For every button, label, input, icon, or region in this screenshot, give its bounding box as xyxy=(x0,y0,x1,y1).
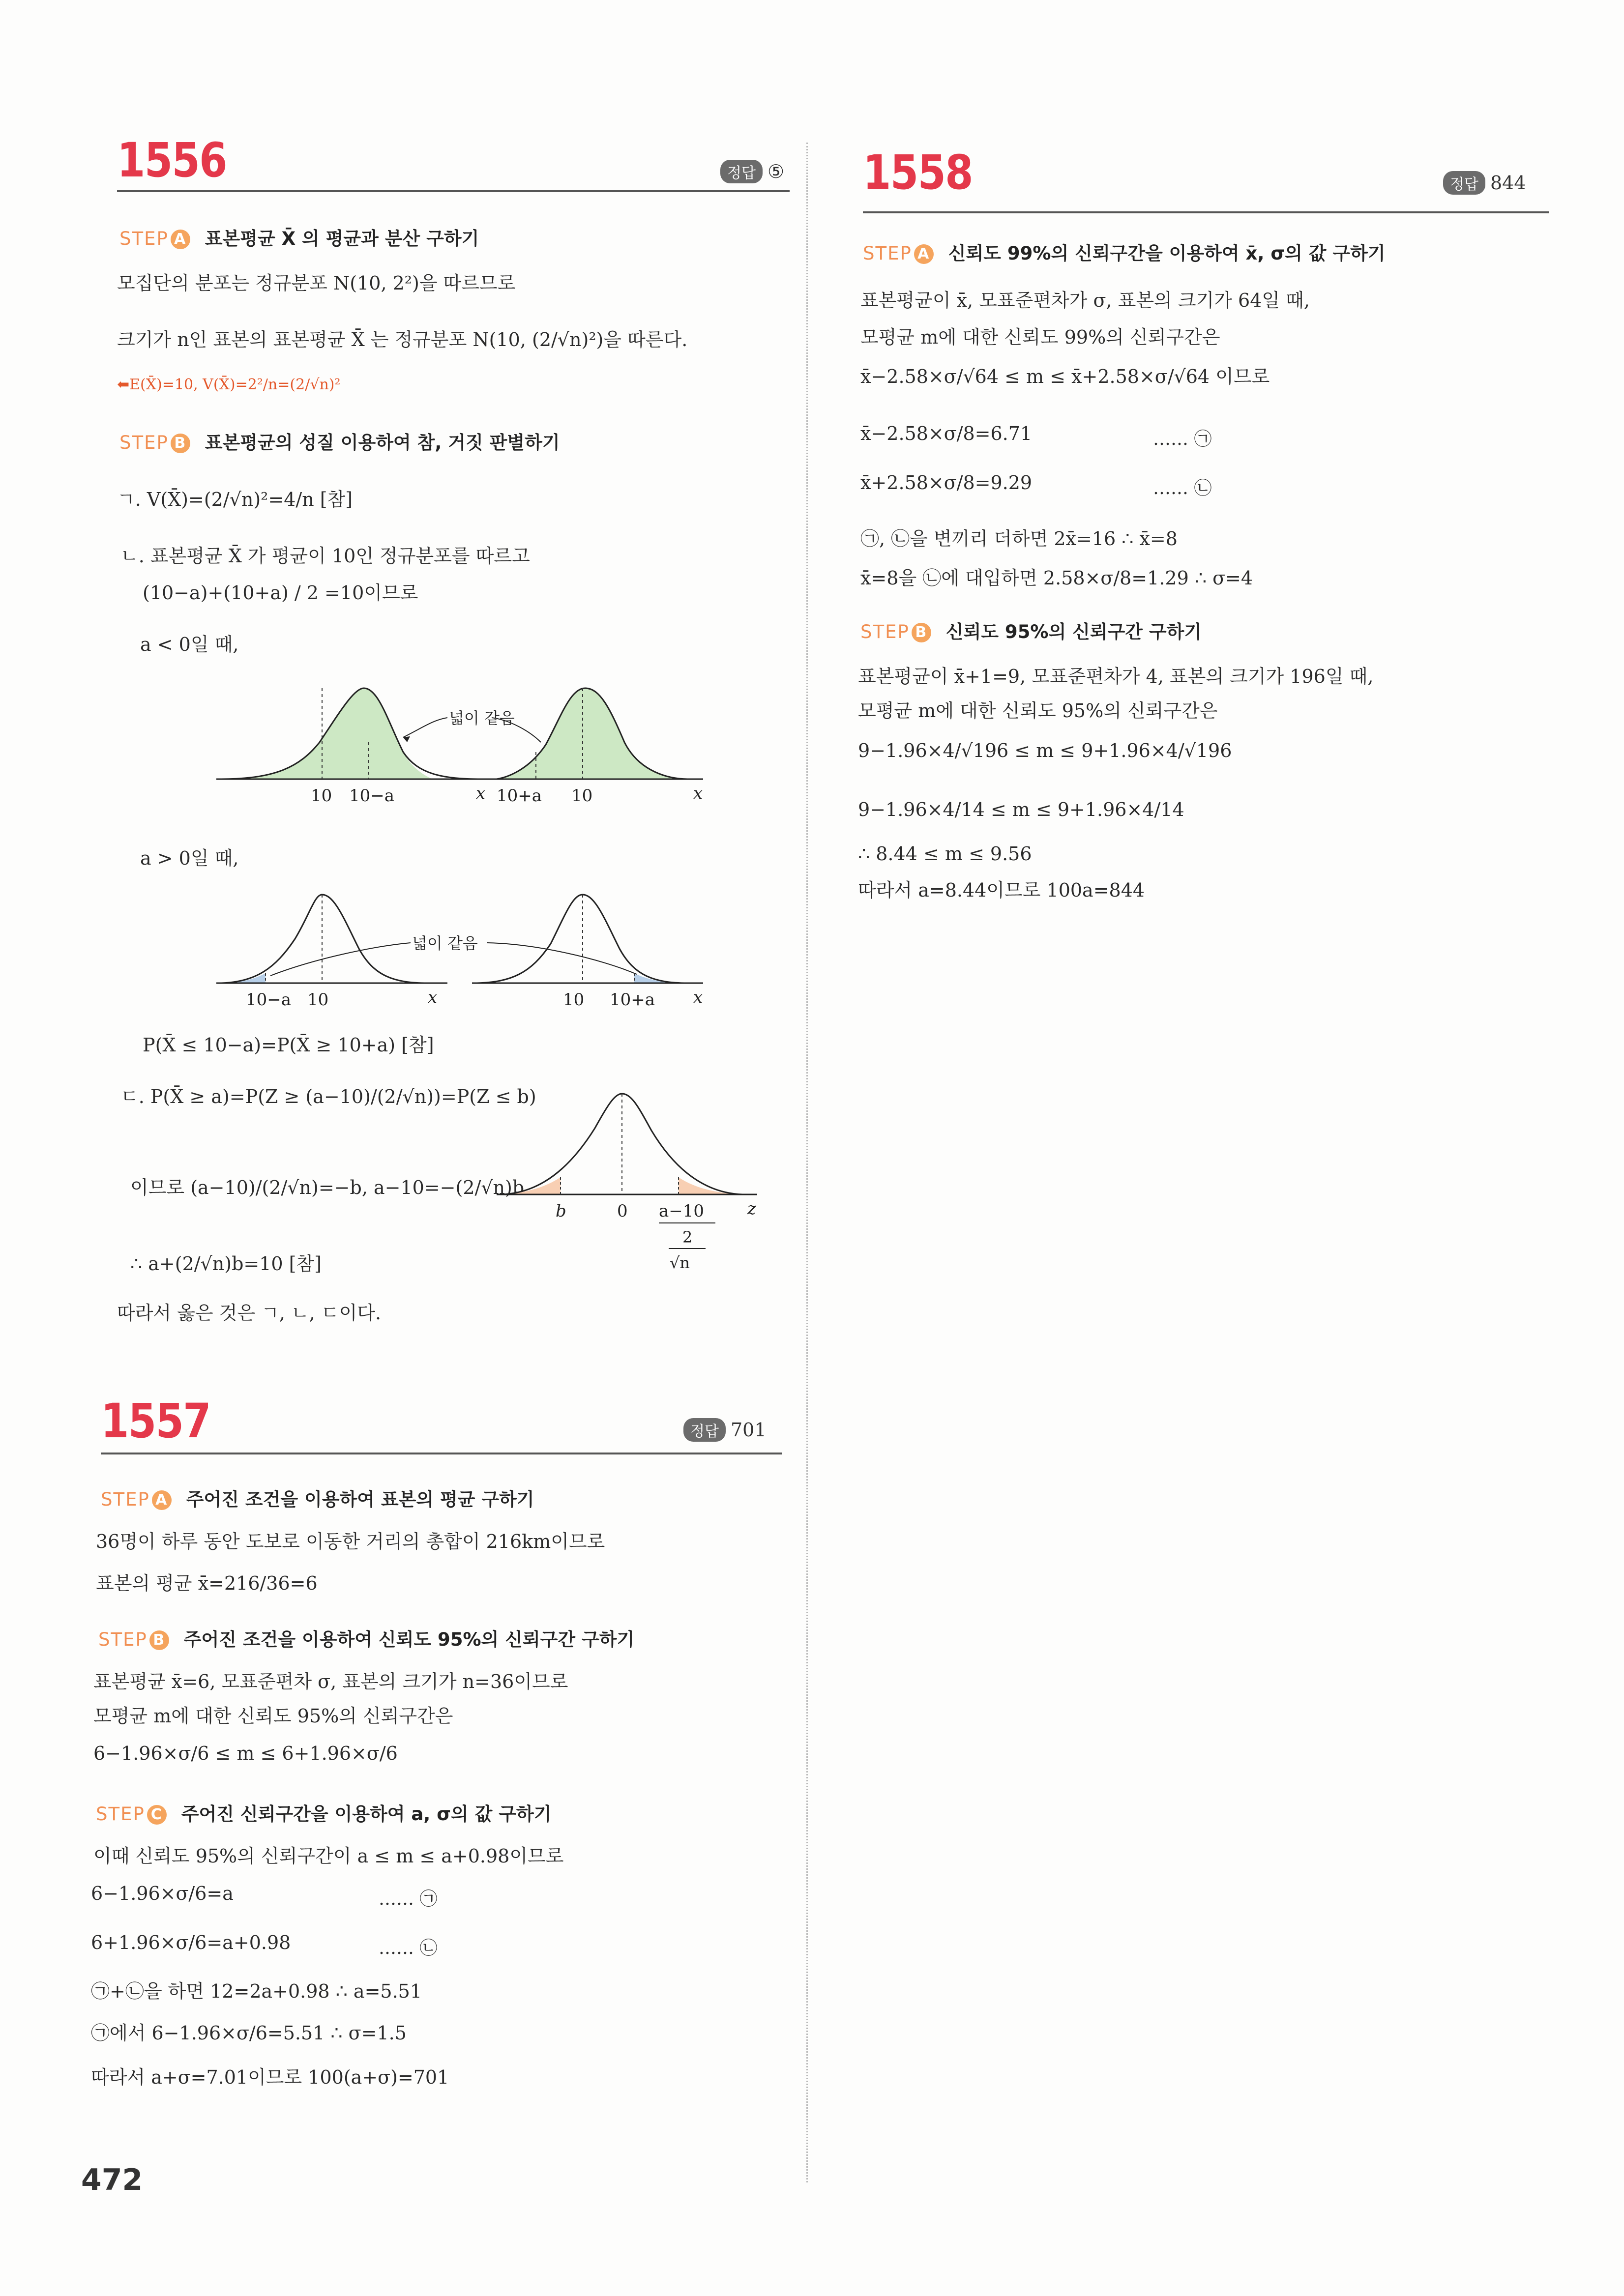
text-line: 모평균 m에 대한 신뢰도 99%의 신뢰구간은 xyxy=(860,326,1220,348)
standard-normal-figure xyxy=(497,1084,782,1290)
text-line: ㄷ. P(X̄ ≥ a)=P(Z ≥ (a−10)/(2/√n))=P(Z ≤ b) xyxy=(120,1086,536,1107)
same-area-label: 넓이 같음 xyxy=(412,934,478,953)
text-line: P(X̄ ≤ 10−a)=P(X̄ ≥ 10+a) [참] xyxy=(143,1034,434,1056)
text-line: x̄+2.58×σ/8=9.29 xyxy=(860,472,1033,494)
equation-marker: …… ㉡ xyxy=(379,1938,438,1958)
equation-marker: …… ㉡ xyxy=(1153,478,1212,498)
tick-label: b xyxy=(556,1201,566,1221)
problem-number-1557: 1557 xyxy=(101,1394,210,1449)
normal-curve-figure-1 xyxy=(216,678,708,816)
text-line: ∴ a+(2/√n)b=10 [참] xyxy=(130,1253,322,1275)
tick-label: 10 xyxy=(311,786,332,806)
step-b-heading xyxy=(98,1625,634,1651)
step-tag: STEP B xyxy=(860,621,931,642)
step-a-heading xyxy=(101,1484,534,1511)
normal-curve-figure-2 xyxy=(216,885,708,1017)
tick-label: √n xyxy=(670,1253,690,1272)
step-c-heading xyxy=(96,1799,552,1826)
answer-value: 844 xyxy=(1490,172,1526,194)
step-tag: STEP A xyxy=(863,243,934,264)
text-line: 모집단의 분포는 정규분포 N(10, 2²)을 따르므로 xyxy=(117,272,516,294)
divider-rule xyxy=(863,211,1549,213)
text-line: x̄=8을 ㉡에 대입하면 2.58×σ/8=1.29 ∴ σ=4 xyxy=(860,567,1253,589)
text-line: ∴ 8.44 ≤ m ≤ 9.56 xyxy=(858,843,1032,865)
answer-badge: 정답 xyxy=(1443,171,1485,195)
text-line: a > 0일 때, xyxy=(140,847,239,869)
text-line: 표본평균이 x̄, 모표준편차가 σ, 표본의 크기가 64일 때, xyxy=(860,290,1310,311)
text-line: ㉠에서 6−1.96×σ/6=5.51 ∴ σ=1.5 xyxy=(91,2022,407,2044)
step-title: 주어진 조건을 이용하여 표본의 평균 구하기 xyxy=(186,1489,534,1510)
answer-1556 xyxy=(720,160,784,183)
text-line: 모평균 m에 대한 신뢰도 95%의 신뢰구간은 xyxy=(858,700,1218,722)
text-line: ㄴ. 표본평균 X̄ 가 평균이 10인 정규분포를 따르고 xyxy=(120,545,530,567)
text-line: ㉠, ㉡을 변끼리 더하면 2x̄=16 ∴ x̄=8 xyxy=(860,528,1178,550)
text-line: 따라서 a=8.44이므로 100a=844 xyxy=(858,879,1145,901)
equation-marker: …… ㉠ xyxy=(1153,429,1212,449)
tick-label: 10 xyxy=(563,990,585,1010)
step-title: 주어진 조건을 이용하여 신뢰도 95%의 신뢰구간 구하기 xyxy=(183,1629,635,1650)
text-line: 9−1.96×4/√196 ≤ m ≤ 9+1.96×4/√196 xyxy=(858,740,1232,761)
text-line: 6−1.96×σ/6=a xyxy=(91,1883,234,1904)
axis-label: x xyxy=(428,988,438,1007)
same-area-label: 넓이 같음 xyxy=(449,709,515,727)
step-b-heading xyxy=(119,428,560,454)
axis-label: x xyxy=(693,784,703,803)
text-line: 6−1.96×σ/6 ≤ m ≤ 6+1.96×σ/6 xyxy=(93,1743,398,1764)
text-line: 따라서 a+σ=7.01이므로 100(a+σ)=701 xyxy=(91,2066,449,2088)
text-line: 표본평균이 x̄+1=9, 모표준편차가 4, 표본의 크기가 196일 때, xyxy=(858,666,1374,687)
answer-1557 xyxy=(683,1418,767,1442)
page-number: 472 xyxy=(81,2163,143,2197)
tick-label: a−10 xyxy=(659,1201,705,1221)
step-title: 신뢰도 99%의 신뢰구간을 이용하여 x̄, σ의 값 구하기 xyxy=(948,243,1386,264)
tick-label: 10 xyxy=(307,990,329,1010)
step-tag: STEP B xyxy=(119,432,190,453)
text-line: 6+1.96×σ/6=a+0.98 xyxy=(91,1932,291,1953)
tick-label: 10 xyxy=(571,786,593,806)
step-b-heading xyxy=(860,617,1202,643)
text-line: 이므로 (a−10)/(2/√n)=−b, a−10=−(2/√n)b xyxy=(130,1177,525,1198)
hint-note: ⬅E(X̄)=10, V(X̄)=2²/n=(2/√n)² xyxy=(117,376,341,393)
problem-number-1556: 1556 xyxy=(117,133,227,188)
step-a-heading xyxy=(119,224,479,250)
tick-label: 10+a xyxy=(497,786,542,806)
tick-label: 10−a xyxy=(349,786,395,806)
tick-label: 10−a xyxy=(246,990,292,1010)
axis-label: z xyxy=(747,1199,756,1219)
text-line: 따라서 옳은 것은 ㄱ, ㄴ, ㄷ이다. xyxy=(117,1302,382,1324)
problem-number-1558: 1558 xyxy=(863,145,973,200)
axis-label: x xyxy=(476,784,486,803)
text-line: (10−a)+(10+a) / 2 =10이므로 xyxy=(143,582,418,604)
tick-label: 0 xyxy=(617,1201,628,1221)
step-title: 표본평균의 성질 이용하여 참, 거짓 판별하기 xyxy=(205,432,560,453)
step-title: 주어진 신뢰구간을 이용하여 a, σ의 값 구하기 xyxy=(181,1803,552,1825)
step-tag: STEP C xyxy=(96,1803,167,1825)
text-line: ㉠+㉡을 하면 12=2a+0.98 ∴ a=5.51 xyxy=(91,1980,422,2002)
step-title: 표본평균 X̄ 의 평균과 분산 구하기 xyxy=(205,228,479,249)
text-line: 표본의 평균 x̄=216/36=6 xyxy=(96,1572,318,1594)
answer-1558 xyxy=(1443,171,1526,195)
text-line: 36명이 하루 동안 도보로 이동한 거리의 총합이 216km이므로 xyxy=(96,1531,605,1552)
text-line: a < 0일 때, xyxy=(140,634,239,655)
divider-rule xyxy=(117,190,790,192)
text-line: 크기가 n인 표본의 표본평균 X̄ 는 정규분포 N(10, (2/√n)²)을 따른다. xyxy=(117,329,688,350)
text-line: ㄱ. V(X̄)=(2/√n)²=4/n [참] xyxy=(117,489,353,510)
text-line: 표본평균 x̄=6, 모표준편차 σ, 표본의 크기가 n=36이므로 xyxy=(93,1671,568,1692)
step-tag: STEP A xyxy=(101,1489,172,1510)
step-a-heading xyxy=(863,238,1386,265)
axis-label: x xyxy=(693,988,703,1007)
step-title: 신뢰도 95%의 신뢰구간 구하기 xyxy=(945,621,1202,642)
tick-label: 10+a xyxy=(610,990,655,1010)
equation-marker: …… ㉠ xyxy=(379,1889,438,1909)
answer-value: ⑤ xyxy=(767,161,785,182)
column-divider xyxy=(806,143,808,2182)
divider-rule xyxy=(101,1453,782,1454)
text-line: 9−1.96×4/14 ≤ m ≤ 9+1.96×4/14 xyxy=(858,799,1184,820)
step-tag: STEP B xyxy=(98,1629,169,1650)
text-line: x̄−2.58×σ/√64 ≤ m ≤ x̄+2.58×σ/√64 이므로 xyxy=(860,366,1270,387)
answer-badge: 정답 xyxy=(720,160,763,183)
tick-label: 2 xyxy=(682,1228,693,1247)
answer-badge: 정답 xyxy=(683,1418,726,1442)
answer-value: 701 xyxy=(730,1419,767,1441)
text-line: x̄−2.58×σ/8=6.71 xyxy=(860,423,1033,444)
text-line: 모평균 m에 대한 신뢰도 95%의 신뢰구간은 xyxy=(93,1705,453,1727)
text-line: 이때 신뢰도 95%의 신뢰구간이 a ≤ m ≤ a+0.98이므로 xyxy=(93,1845,564,1867)
step-tag: STEP A xyxy=(119,228,190,249)
